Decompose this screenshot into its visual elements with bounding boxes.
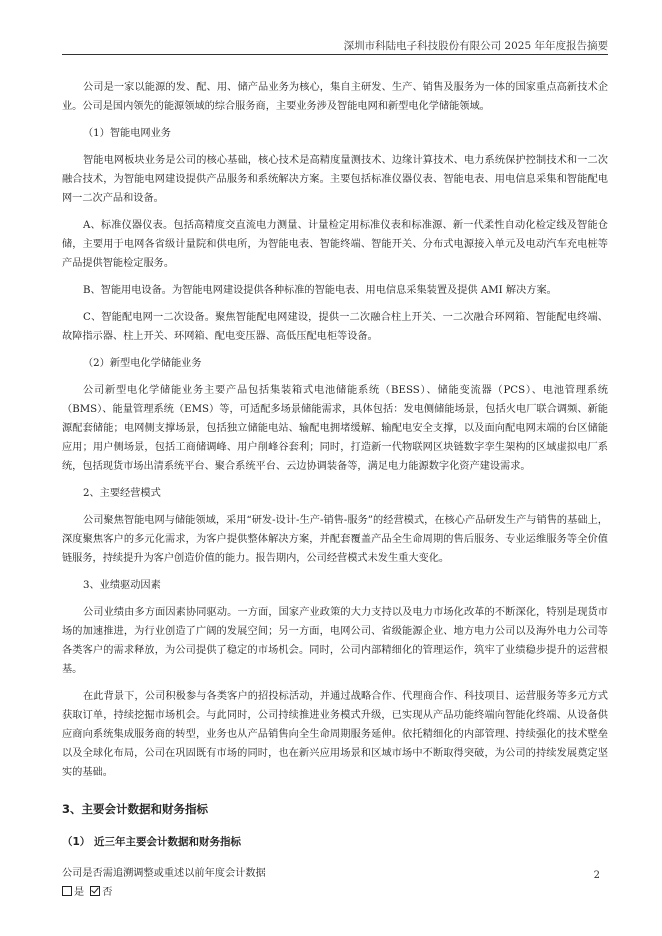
performance-drivers-paragraph-2: 在此背景下，公司积极参与各类客户的招投标活动，并通过战略合作、代理商合作、科技项目、运营服务等多元方式获取订单，持续挖掘市场机会。与此同时，公司持续推进业务模式升级，已实现从产品功能终端向智能化终端、从设备供应商向系统集成服务商的转型，业务也从产品销售向全生命周期服务延伸。依托精细化的内部管理、持续强化的技术壁垒以及全球化布局，公司在巩固既有市场的同时，也在新兴应用场景和区域市场中不断取得突破，为公司的持续发展奠定坚实的基础。: [62, 691, 608, 778]
option-no-label: 否: [102, 887, 113, 898]
three-year-data-heading: （1） 近三年主要会计数据和财务指标: [62, 836, 241, 848]
section-energy-storage-title: （2）新型电化学储能业务: [83, 358, 202, 369]
distribution-equipment-paragraph: C、智能配电网一二次设备。聚焦智能配电网建设，提供一二次融合柱上开关、一二次融合环网箱、智能配电终端、故障指示器、柱上开关、环网箱、配电变压器、高低压配电柜等设备。: [62, 312, 608, 342]
accounting-data-heading: 3、主要会计数据和财务指标: [62, 802, 209, 816]
checkbox-no[interactable]: [90, 886, 100, 896]
option-yes-label: 是: [74, 887, 85, 898]
page-body: [62, 78, 608, 902]
business-model-paragraph: 公司聚焦智能电网与储能领域，采用“研发-设计-生产-销售-服务”的经营模式，在核心产品研发生产与销售的基础上，深度聚焦客户的多元化需求，为客户提供整体解决方案，并配套覆盖产品全生命周期的售后服务、专业运维服务等全价值链服务，持续提升为客户创造价值的能力。报告期内，公司经营模式未发生重大变化。: [62, 515, 608, 564]
performance-drivers-paragraph-1: 公司业绩由多方面因素协同驱动。一方面，国家产业政策的大力支持以及电力市场化改革的不断深化，特别是现货市场的加速推进，为行业创造了广阔的发展空间；另一方面，电网公司、省级能源企业、地方电力公司以及海外电力公司等各类客户的需求释放，为公司提供了稳定的市场机会。同时，公司内部精细化的管理运作，筑牢了业绩稳步提升的运营根基。: [62, 607, 608, 675]
smart-grid-paragraph: 智能电网板块业务是公司的核心基础，核心技术是高精度量测技术、边缘计算技术、电力系统保护控制技术和一二次融合技术，为智能电网建设提供产品服务和系统解决方案。主要包括标准仪器仪表、智能电表、用电信息采集和智能配电网一二次产品和设备。: [62, 155, 608, 204]
smart-power-devices-paragraph: B、智能用电设备。为智能电网建设提供各种标准的智能电表、用电信息采集装置及提供 AMI 解决方案。: [83, 285, 557, 296]
restatement-question: 公司是否需追溯调整或重述以前年度会计数据: [62, 868, 266, 879]
standard-instruments-paragraph: A、标准仪器仪表。包括高精度交直流电力测量、计量检定用标准仪表和标准源、新一代柔性自动化检定线及智能仓储，主要用于电网各省级计量院和供电所，为智能电表、智能终端、智能开关、分布式电源接入单元及电动汽车充电桩等产品提供智能检定服务。: [62, 220, 608, 269]
energy-storage-paragraph: 公司新型电化学储能业务主要产品包括集装箱式电池储能系统（BESS）、储能变流器（PCS）、电池管理系统（BMS）、能量管理系统（EMS）等，可适配多场景储能需求，具体包括：发电侧储能场景，包括火电厂联合调频、新能源配套储能；电网侧支撑场景，包括独立储能电站、输配电拥堵缓解、输配电安全支撑，以及面向配电网末端的台区储能应用；用户侧场景，包括工商储调峰、用户削峰谷套利；同时，打造新一代物联网区块链数字孪生架构的区域虚拟电厂系统，包括现货市场出清系统平台、聚合系统平台、云边协调装备等，满足电力能源数字化资产建设需求。: [62, 385, 608, 472]
report-header: 深圳市科陆电子科技股份有限公司 2025 年年度报告摘要: [343, 40, 608, 52]
restatement-options: [62, 883, 608, 902]
header-divider: [62, 54, 608, 55]
intro-paragraph: 公司是一家以能源的发、配、用、储产品业务为核心，集自主研发、生产、销售及服务为一体的国家重点高新技术企业。公司是国内领先的能源领域的综合服务商，主要业务涉及智能电网和新型电化学储能领域。: [62, 82, 608, 112]
section-smart-grid-title: （1）智能电网业务: [83, 128, 171, 139]
checkbox-yes[interactable]: [62, 886, 72, 896]
section-performance-drivers-title: 3、业绩驱动因素: [83, 580, 161, 591]
section-business-model-title: 2、主要经营模式: [83, 488, 161, 499]
page-number: 2: [593, 870, 600, 881]
